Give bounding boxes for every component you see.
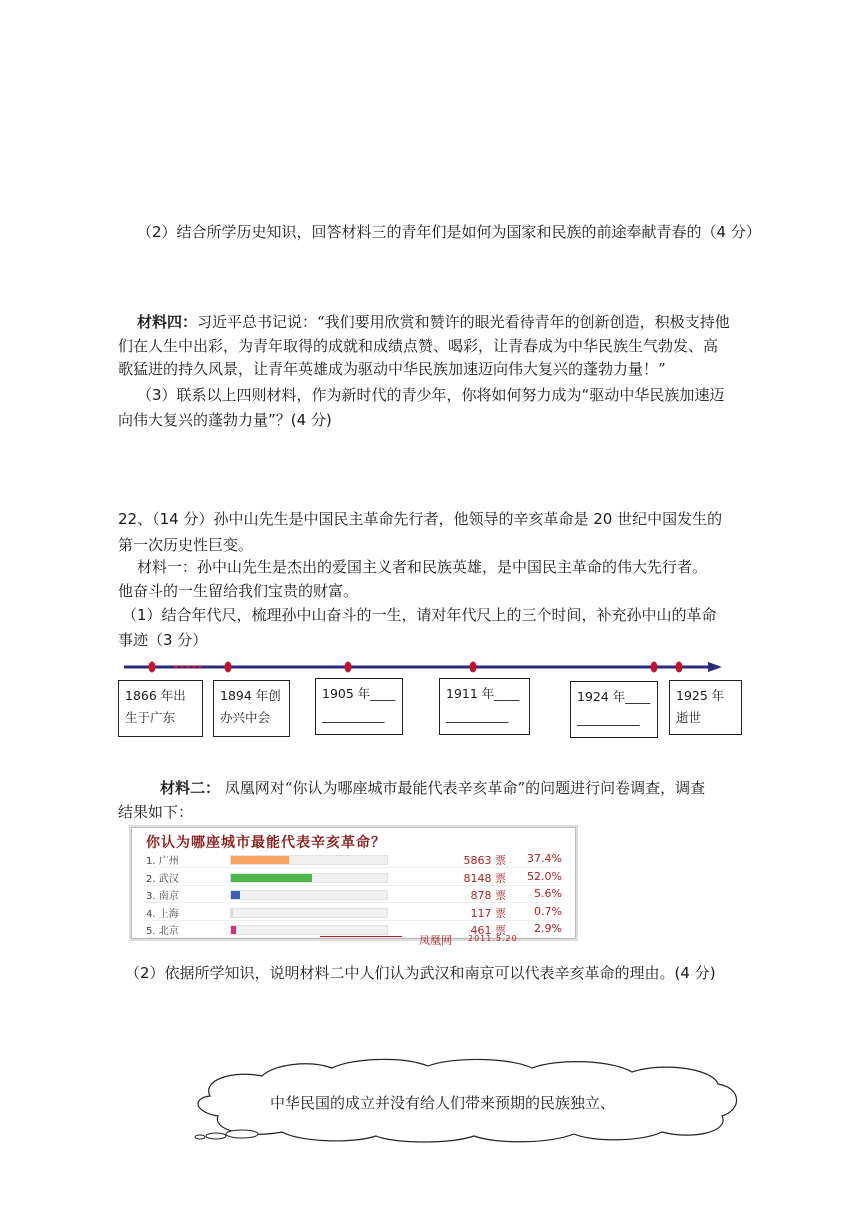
chart-percent-label: 2.9%	[534, 922, 562, 935]
material2-line1	[160, 774, 705, 802]
chart-bar	[231, 874, 312, 882]
question-2-text: （2）结合所学历史知识，回答材料三的青年们是如何为国家和民族的前途奉献青春的（4 分）	[137, 223, 761, 241]
material4-text-1: 习近平总书记说：“我们要用欣赏和赞许的眼光看待青年的创新创造，积极支持他	[197, 313, 730, 331]
timeline-box-line: 1924 年____	[577, 689, 651, 704]
cloud-tail-bubble	[206, 1133, 226, 1139]
chart-category-label: 4. 上海	[146, 908, 179, 920]
timeline-box-line: 办兴中会	[220, 710, 271, 725]
chart-bar-track	[230, 925, 388, 935]
chart-percent-label: 37.4%	[527, 852, 562, 865]
timeline-box-line: __________	[577, 711, 640, 726]
chart-votes-label: 117 票	[470, 906, 506, 920]
question-22-1-line2: 事迹（3 分）	[118, 631, 208, 649]
timeline-box-line: 1925 年	[676, 688, 725, 703]
cloud-tail-bubble	[195, 1135, 205, 1139]
timeline-box-line: 逝世	[676, 710, 702, 725]
chart-votes-label: 878 票	[470, 889, 506, 902]
chart-row-divider	[146, 867, 561, 868]
chart-votes-label: 461 票	[470, 924, 506, 937]
chart-bar	[231, 891, 240, 899]
material4-line3: 歌猛进的持久风景，让青年英雄成为驱动中华民族加速迈向伟大复兴的蓬勃力量！”	[118, 360, 666, 378]
question-3-line1: （3）联系以上四则材料，作为新时代的青少年，你将如何努力成为“驱动中华民族加速迈	[137, 386, 725, 404]
chart-title: 你认为哪座城市最能代表辛亥革命？	[146, 835, 386, 851]
timeline-box-1894	[213, 680, 290, 737]
chart-bar-track	[230, 908, 388, 918]
cloud-text: 中华民国的成立并没有给人们带来预期的民族独立、	[270, 1094, 616, 1112]
chart-bar-track	[230, 873, 388, 883]
timeline-box-1911[interactable]	[439, 678, 530, 735]
question-22-1-line1: （1）结合年代尺，梳理孙中山奋斗的一生，请对年代尺上的三个时间，补充孙中山的革命	[122, 606, 717, 624]
material1-line1: 材料一：孙中山先生是杰出的爱国主义者和民族英雄，是中国民主革命的伟大先行者。	[137, 558, 708, 576]
chart-bar	[231, 909, 233, 917]
chart-row-divider	[146, 920, 561, 921]
timeline-box-line: 生于广东	[125, 710, 176, 725]
chart-row-divider	[146, 885, 561, 886]
timeline-marker	[676, 662, 683, 673]
material2-label: 材料二：	[160, 779, 221, 797]
timeline-box-line: __________	[446, 708, 509, 723]
material1-line2: 他奋斗的一生留给我们宝贵的财富。	[118, 582, 359, 600]
material2-text-1: 凤凰网对“你认为哪座城市最能代表辛亥革命”的问题进行问卷调查，调查	[224, 779, 706, 797]
timeline-box-1866	[118, 680, 203, 737]
cloud-tail-bubble	[226, 1130, 258, 1138]
chart-percent-label: 5.6%	[534, 887, 562, 900]
timeline-box-line: 1866 年出	[125, 688, 186, 703]
material2-line2: 结果如下：	[118, 803, 194, 821]
chart-source: 凤凰网	[419, 934, 452, 947]
question-3-line2: 向伟大复兴的蓬勃力量”？(4 分)	[118, 411, 332, 429]
timeline-arrow-icon	[708, 662, 722, 672]
timeline-box-line: 1894 年创	[220, 688, 281, 703]
question-22-line2: 第一次历史性巨变。	[118, 536, 254, 554]
timeline-marker	[225, 662, 232, 673]
timeline-marker	[345, 662, 352, 673]
timeline-marker	[470, 662, 477, 673]
timeline-marker	[651, 662, 658, 673]
chart-date: 2011.5.20	[468, 934, 518, 943]
chart-row	[132, 887, 575, 903]
chart-category-label: 3. 南京	[146, 891, 179, 902]
chart-bar-track	[230, 855, 388, 865]
timeline-box-line: 1905 年____	[322, 686, 396, 701]
chart-source-rule	[320, 936, 402, 937]
question-22-line1: 22、（14 分）孙中山先生是中国民主革命先行者，他领导的辛亥革命是 20 世纪中国发生的	[118, 510, 723, 528]
chart-row	[132, 852, 575, 868]
material4-label: 材料四：	[137, 313, 198, 331]
timeline-marker	[149, 662, 156, 673]
material4-line2: 们在人生中出彩，为青年取得的成就和成绩点赞、喝彩，让青春成为中华民族生气勃发、高	[118, 337, 719, 355]
chart-row	[132, 905, 575, 921]
chart-bar	[231, 926, 236, 934]
chart-votes-label: 5863 票	[463, 854, 506, 867]
chart-category-label: 5. 北京	[146, 926, 179, 937]
timeline-ruler	[118, 658, 728, 676]
chart-row	[132, 870, 575, 886]
chart-percent-label: 0.7%	[534, 904, 562, 918]
timeline-box-1925	[669, 680, 742, 735]
timeline-box-1924[interactable]	[570, 681, 658, 738]
chart-category-label: 1. 广州	[146, 856, 179, 867]
question-22-2-text: （2）依据所学知识，说明材料二中人们认为武汉和南京可以代表辛亥革命的理由。(4 分)	[125, 964, 716, 982]
timeline-box-1905[interactable]	[315, 678, 403, 735]
chart-bar	[231, 856, 289, 864]
timeline-box-line: __________	[322, 708, 385, 723]
chart-votes-label: 8148 票	[463, 871, 506, 885]
survey-chart	[131, 827, 576, 939]
chart-percent-label: 52.0%	[527, 869, 562, 883]
chart-row-divider	[146, 902, 561, 903]
chart-category-label: 2. 武汉	[146, 873, 179, 885]
timeline-box-line: 1911 年____	[446, 686, 520, 701]
chart-bar-track	[230, 890, 388, 900]
